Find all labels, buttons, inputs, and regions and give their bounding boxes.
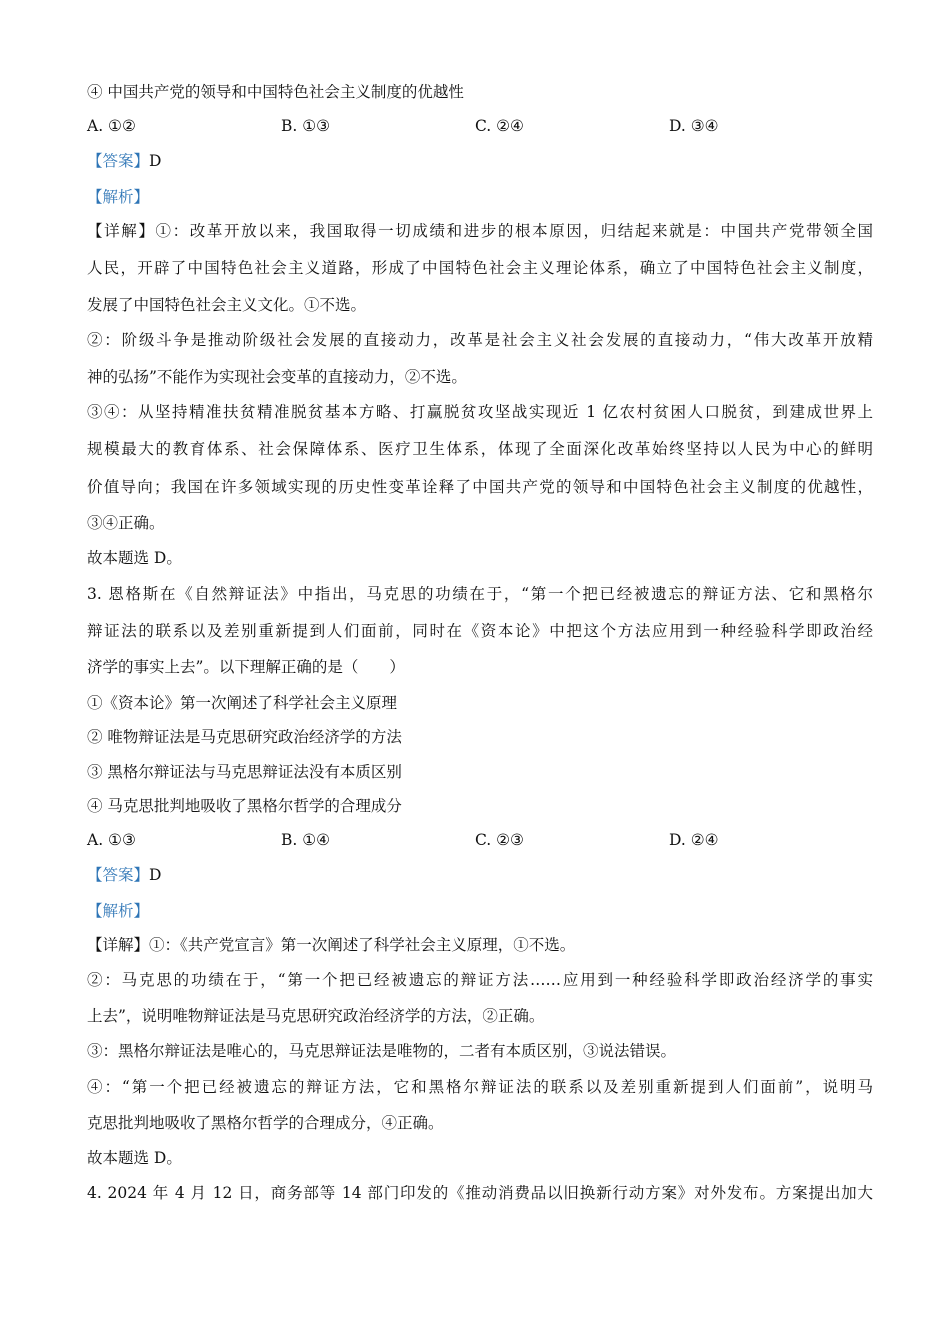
q3-analysis-label: 【解析】 [87, 902, 150, 920]
q2-statement-4: ④ 中国共产党的领导和中国特色社会主义制度的优越性 [87, 83, 464, 101]
q3-explanation-line [87, 935, 575, 955]
q3-explanation-line: ③：黑格尔辩证法是唯心的，马克思辩证法是唯物的，二者有本质区别，③说法错误。 [87, 1042, 677, 1060]
q3-option-b: B. ①④ [281, 831, 331, 849]
q2-explanation-line: 价值导向；我国在许多领域实现的历史性变革诠释了中国共产党的领导和中国特色社会主义制度的优越性， [87, 478, 873, 496]
explanation-text: ①：《共产党宣言》第一次阐述了科学社会主义原理，①不选。 [149, 936, 576, 954]
q4-stem-line: 4. 2024 年 4 月 12 日，商务部等 14 部门印发的《推动消费品以旧换新行动方案》对外发布。方案提出加大 [87, 1184, 873, 1202]
q2-option-a: A. ①② [87, 117, 136, 135]
q2-explanation-line [87, 221, 873, 241]
q3-explanation-line: ④：“第一个把已经被遗忘的辩证方法，它和黑格尔辩证法的联系以及差别重新提到人们面前”，说明马 [87, 1078, 873, 1096]
q3-conclusion: 故本题选 D。 [87, 1149, 182, 1167]
answer-value: D [149, 152, 162, 170]
q2-analysis-label: 【解析】 [87, 188, 150, 206]
q3-option-a: A. ①③ [87, 831, 136, 849]
q3-explanation-line: 克思批判地吸收了黑格尔哲学的合理成分，④正确。 [87, 1114, 444, 1132]
q3-explanation-line: ②：马克思的功绩在于，“第一个把已经被遗忘的辩证方法……应用到一种经验科学即政治经济学的事实 [87, 971, 873, 989]
q2-explanation-line: 发展了中国特色社会主义文化。①不选。 [87, 296, 367, 314]
q2-option-d: D. ③④ [669, 117, 719, 135]
q3-statement-3: ③ 黑格尔辩证法与马克思辩证法没有本质区别 [87, 763, 402, 781]
q2-option-c: C. ②④ [475, 117, 524, 135]
q3-stem-line: 济学的事实上去”。以下理解正确的是（ ） [87, 658, 405, 676]
detail-label: 【详解】 [87, 936, 150, 954]
answer-label: 【答案】 [87, 152, 150, 170]
q2-explanation-line: 人民，开辟了中国特色社会主义道路，形成了中国特色社会主义理论体系，确立了中国特色社会主义制度， [87, 259, 873, 277]
detail-label: 【详解】 [87, 222, 156, 240]
q2-option-b: B. ①③ [281, 117, 331, 135]
q2-explanation-line: ③④正确。 [87, 514, 165, 532]
q3-explanation-line: 上去”，说明唯物辩证法是马克思研究政治经济学的方法，②正确。 [87, 1007, 545, 1025]
q2-explanation-line: 规模最大的教育体系、社会保障体系、医疗卫生体系，体现了全面深化改革始终坚持以人民为中心的鲜明 [87, 440, 873, 458]
q2-conclusion: 故本题选 D。 [87, 549, 182, 567]
q3-answer [87, 865, 161, 885]
q2-explanation-line: ②：阶级斗争是推动阶级社会发展的直接动力，改革是社会主义社会发展的直接动力，“伟大改革开放精 [87, 331, 873, 349]
q3-stem-line: 3. 恩格斯在《自然辩证法》中指出，马克思的功绩在于，“第一个把已经被遗忘的辩证方法、它和黑格尔 [87, 585, 873, 603]
q2-explanation-line: 神的弘扬”不能作为实现社会变革的直接动力，②不选。 [87, 368, 467, 386]
q2-explanation-line: ③④：从坚持精准扶贫精准脱贫基本方略、打赢脱贫攻坚战实现近 1 亿农村贫困人口脱贫，到建成世界上 [87, 403, 873, 421]
explanation-text: ①：改革开放以来，我国取得一切成绩和进步的根本原因，归结起来就是：中国共产党带领全国 [155, 222, 873, 240]
q3-option-d: D. ②④ [669, 831, 719, 849]
q3-statement-1: ①《资本论》第一次阐述了科学社会主义原理 [87, 694, 398, 712]
q3-option-c: C. ②③ [475, 831, 524, 849]
q2-answer [87, 151, 161, 171]
q3-statement-2: ② 唯物辩证法是马克思研究政治经济学的方法 [87, 728, 402, 746]
q3-statement-4: ④ 马克思批判地吸收了黑格尔哲学的合理成分 [87, 797, 402, 815]
q3-stem-line: 辩证法的联系以及差别重新提到人们面前，同时在《资本论》中把这个方法应用到一种经验科学即政治经 [87, 622, 873, 640]
answer-label: 【答案】 [87, 866, 150, 884]
answer-value: D [149, 866, 162, 884]
